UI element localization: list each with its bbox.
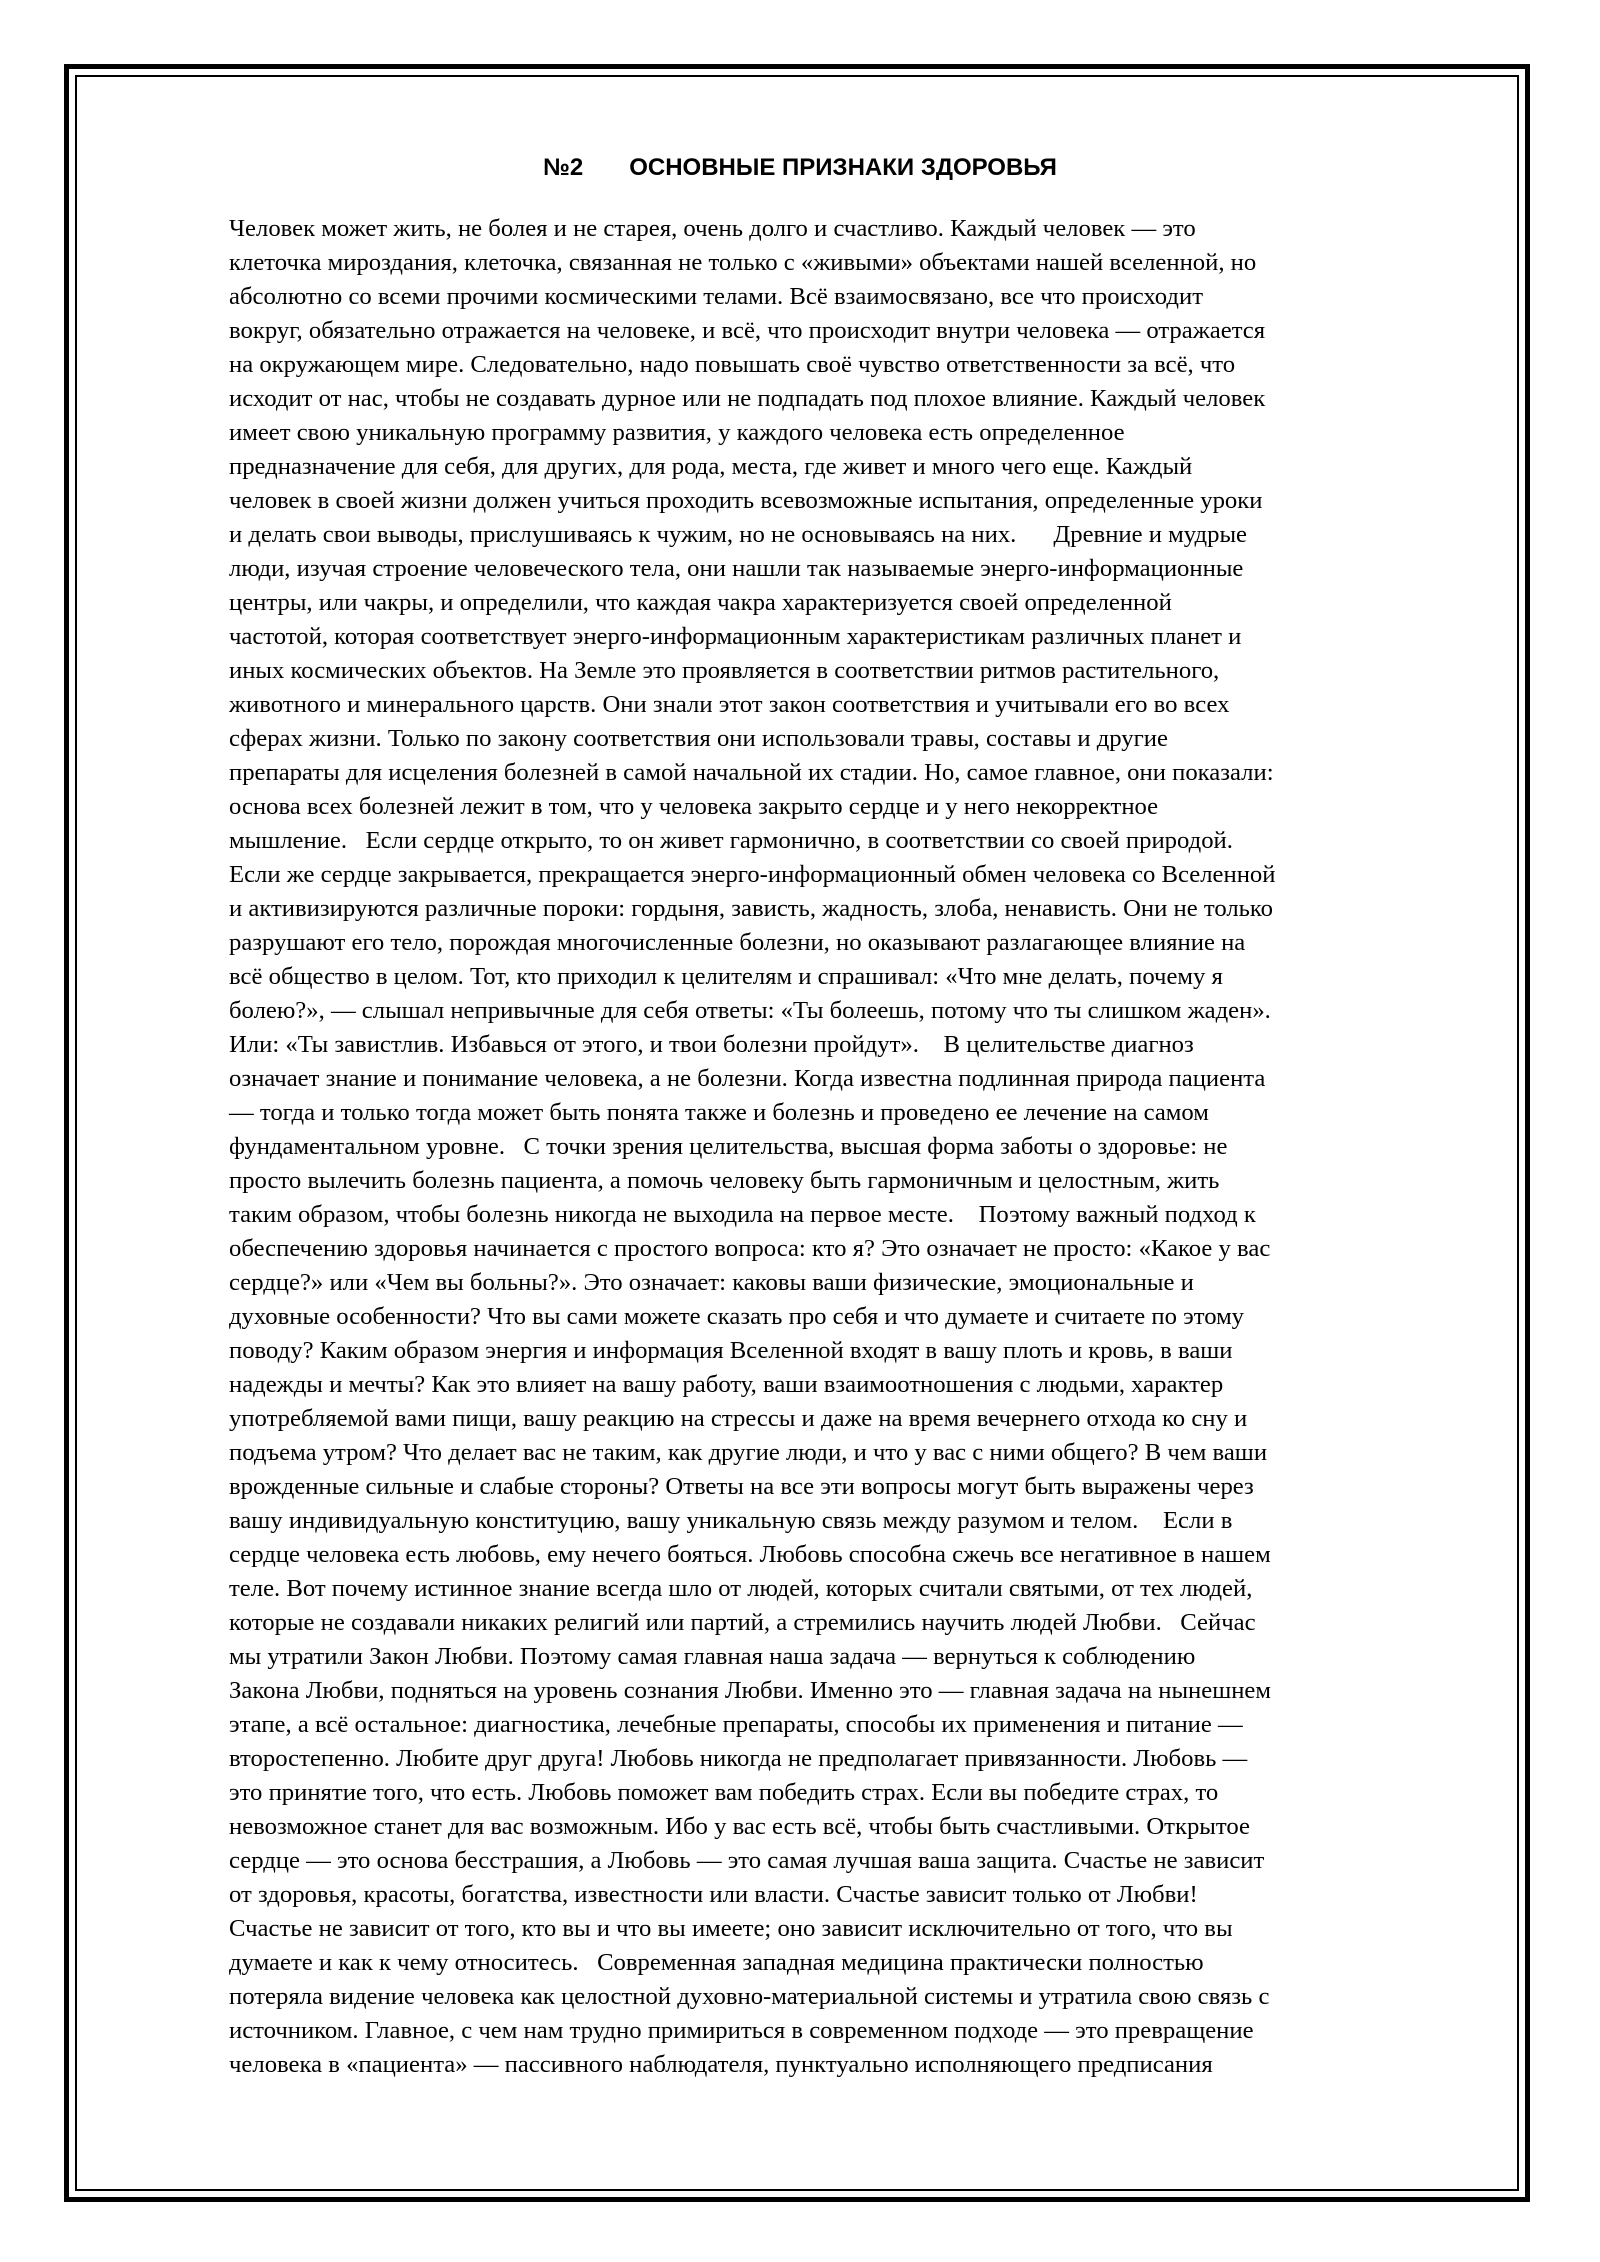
text-line: означает знание и понимание человека, а не болезни. Когда известна подлинная природа пациента <box>229 1065 1266 1092</box>
text-line: поводу? Каким образом энергия и информация Вселенной входят в вашу плоть и кровь, в ваши <box>229 1337 1233 1364</box>
text-line: разрушают его тело, порождая многочисленные болезни, но оказывают разлагающее влияние на <box>229 929 1246 956</box>
text-line: на окружающем мире. Следовательно, надо повышать своё чувство ответственности за всё, что <box>229 351 1236 378</box>
text-line: исходит от нас, чтобы не создавать дурное или не подпадать под плохое влияние. Каждый человек <box>229 385 1266 412</box>
text-line: центры, или чакры, и определили, что каждая чакра характеризуется своей определенной <box>229 589 1172 616</box>
text-line: сердце?» или «Чем вы больны?». Это означает: каковы ваши физические, эмоциональные и <box>229 1269 1194 1296</box>
section-title: ОСНОВНЫЕ ПРИЗНАКИ ЗДОРОВЬЯ <box>629 154 1057 181</box>
text-line: клеточка мироздания, клеточка, связанная не только с «живыми» объектами нашей вселенной, но <box>229 249 1257 276</box>
text-line: которые не создавали никаких религий или партий, а стремились научить людей Любви. Сейчас <box>229 1609 1256 1636</box>
text-line: Закона Любви, подняться на уровень сознания Любви. Именно это — главная задача на нынешнем <box>229 1677 1272 1704</box>
text-line: сферах жизни. Только по закону соответствия они использовали травы, составы и другие <box>229 725 1168 752</box>
text-line: иных космических объектов. На Земле это проявляется в соответствии ритмов растительного, <box>229 657 1220 684</box>
text-line: от здоровья, красоты, богатства, известности или власти. Счастье зависит только от Любви! <box>229 1881 1198 1908</box>
text-line: и активизируются различные пороки: гордыня, зависть, жадность, злоба, ненависть. Они не только <box>229 895 1273 922</box>
text-line: препараты для исцеления болезней в самой начальной их стадии. Но, самое главное, они показали: <box>229 759 1274 786</box>
text-line: вокруг, обязательно отражается на человеке, и всё, что происходит внутри человека — отражается <box>229 317 1266 344</box>
text-line: источником. Главное, с чем нам трудно примириться в современном подходе — это превращение <box>229 2017 1254 2044</box>
section-number: №2 <box>543 154 584 181</box>
text-line: употребляемой вами пищи, вашу реакцию на стрессы и даже на время вечернего отхода ко сну и <box>229 1405 1248 1432</box>
text-line: предназначение для себя, для других, для рода, места, где живет и много чего еще. Каждый <box>229 453 1193 480</box>
text-line: человека в «пациента» — пассивного наблюдателя, пунктуально исполняющего предписания <box>229 2051 1213 2078</box>
text-line: сердце — это основа бесстрашия, а Любовь — это самая лучшая ваша защита. Счастье не зависит <box>229 1847 1265 1874</box>
text-line: болею?», — слышал непривычные для себя ответы: «Ты болеешь, потому что ты слишком жаден». <box>229 997 1271 1024</box>
text-line: подъема утром? Что делает вас не таким, как другие люди, и что у вас с ними общего? В чем ваши <box>229 1439 1268 1466</box>
text-line: таким образом, чтобы болезнь никогда не выходила на первое месте. Поэтому важный подход к <box>229 1201 1256 1228</box>
text-line: этапе, а всё остальное: диагностика, лечебные препараты, способы их применения и питание — <box>229 1711 1243 1738</box>
text-line: абсолютно со всеми прочими космическими телами. Всё взаимосвязано, все что происходит <box>229 283 1203 310</box>
document-body <box>229 212 1491 2082</box>
text-line: невозможное станет для вас возможным. Ибо у вас есть всё, чтобы быть счастливыми. Открытое <box>229 1813 1250 1840</box>
text-line: второстепенно. Любите друг друга! Любовь никогда не предполагает привязанности. Любовь — <box>229 1745 1248 1772</box>
text-line: человек в своей жизни должен учиться проходить всевозможные испытания, определенные уроки <box>229 487 1263 514</box>
text-line: мышление. Если сердце открыто, то он живет гармонично, в соответствии со своей природой. <box>229 827 1233 854</box>
text-line: это принятие того, что есть. Любовь поможет вам победить страх. Если вы победите страх, то <box>229 1779 1219 1806</box>
text-line: Или: «Ты завистлив. Избавься от этого, и твои болезни пройдут». В целительстве диагноз <box>229 1031 1194 1058</box>
text-line: думаете и как к чему относитесь. Современная западная медицина практически полностью <box>229 1949 1204 1976</box>
text-line: животного и минерального царств. Они знали этот закон соответствия и учитывали его во всех <box>229 691 1230 718</box>
text-line: Счастье не зависит от того, кто вы и что вы имеете; оно зависит исключительно от того, что вы <box>229 1915 1233 1942</box>
text-line: Если же сердце закрывается, прекращается энерго-информационный обмен человека со Вселенной <box>229 861 1276 888</box>
text-line: надежды и мечты? Как это влияет на вашу работу, ваши взаимоотношения с людьми, характер <box>229 1371 1224 1398</box>
text-line: имеет свою уникальную программу развития, у каждого человека есть определенное <box>229 419 1125 446</box>
text-line: Человек может жить, не болея и не старея, очень долго и счастливо. Каждый человек — это <box>229 215 1196 242</box>
text-line: врожденные сильные и слабые стороны? Ответы на все эти вопросы могут быть выражены через <box>229 1473 1254 1500</box>
text-line: основа всех болезней лежит в том, что у человека закрыто сердце и у него некорректное <box>229 793 1159 820</box>
text-line: потеряла видение человека как целостной духовно-материальной системы и утратила свою связь с <box>229 1983 1270 2010</box>
text-line: фундаментальном уровне. С точки зрения целительства, высшая форма заботы о здоровье: не <box>229 1133 1228 1160</box>
text-line: теле. Вот почему истинное знание всегда шло от людей, которых считали святыми, от тех людей, <box>229 1575 1253 1602</box>
text-line: духовные особенности? Что вы сами можете сказать про себя и что думаете и считаете по этому <box>229 1303 1245 1330</box>
text-line: мы утратили Закон Любви. Поэтому самая главная наша задача — вернуться к соблюдению <box>229 1643 1196 1670</box>
text-line: просто вылечить болезнь пациента, а помочь человеку быть гармоничным и целостным, жить <box>229 1167 1220 1194</box>
text-line: и делать свои выводы, прислушиваясь к чужим, но не основываясь на них. Древние и мудрые <box>229 521 1247 548</box>
text-line: частотой, которая соответствует энерго-информационным характеристикам различных планет и <box>229 623 1242 650</box>
text-line: вашу индивидуальную конституцию, вашу уникальную связь между разумом и телом. Если в <box>229 1507 1233 1534</box>
text-line: обеспечению здоровья начинается с простого вопроса: кто я? Это означает не просто: «Какое у вас <box>229 1235 1271 1262</box>
text-line: люди, изучая строение человеческого тела, они нашли так называемые энерго-информационные <box>229 555 1244 582</box>
text-line: сердце человека есть любовь, ему нечего бояться. Любовь способна сжечь все негативное в нашем <box>229 1541 1271 1568</box>
text-line: — тогда и только тогда может быть понята также и болезнь и проведено ее лечение на самом <box>229 1099 1209 1126</box>
text-line: всё общество в целом. Тот, кто приходил к целителям и спрашивал: «Что мне делать, почему я <box>229 963 1223 990</box>
page-title <box>0 152 1600 184</box>
